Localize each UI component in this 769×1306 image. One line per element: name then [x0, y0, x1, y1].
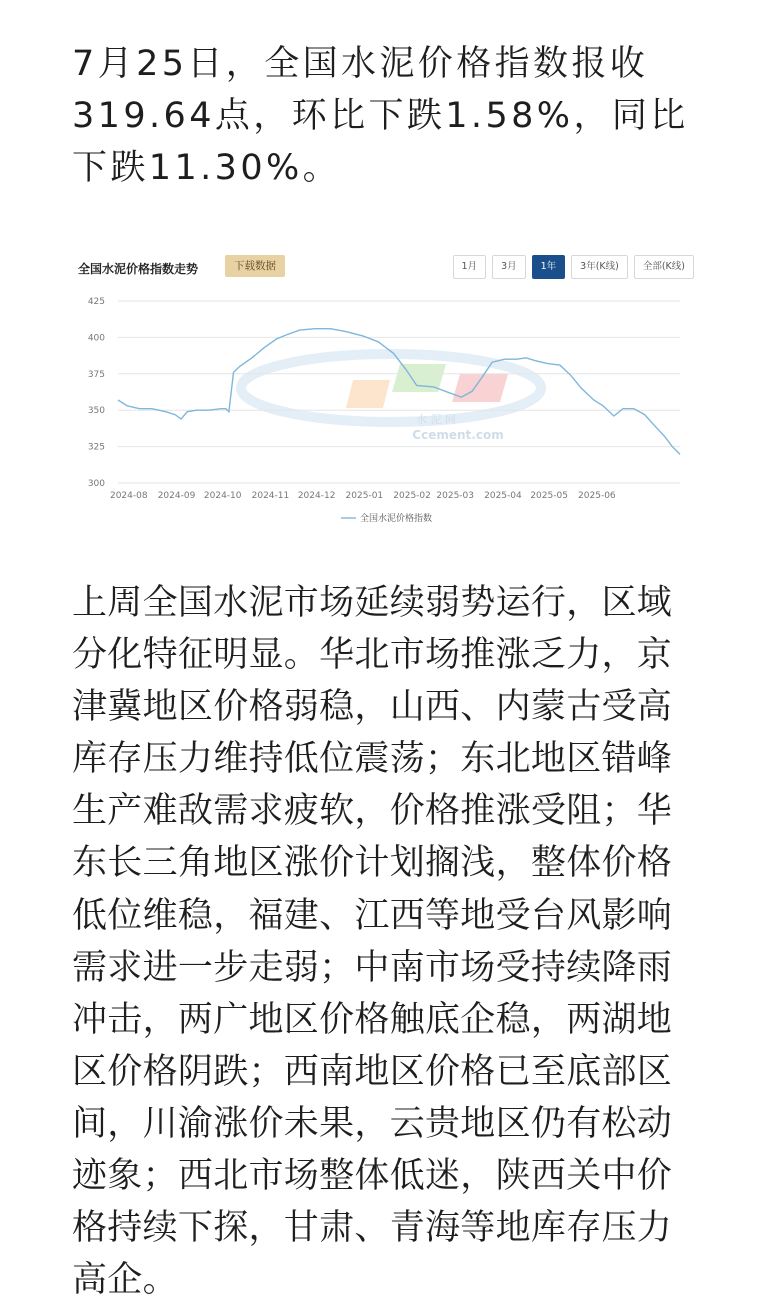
y-tick-label: 375	[87, 369, 105, 380]
x-tick-label: 2024-12	[297, 491, 336, 501]
market-analysis-paragraph: 上周全国水泥市场延续弱势运行，区域分化特征明显。华北市场推涨乏力，京津冀地区价格弱稳，山西、内蒙古受高库存压力维持低位震荡；东北地区错峰生产难敌需求疲软，价格推涨受阻；华东长三角地区涨价计划搁浅，整体价格低位维稳，福建、江西等地受台风影响需求进一步走弱；中南市场受持续降雨冲击，两广地区价格触底企稳，两湖地区价格阴跌；西南地区价格已至底部区间，川渝涨价未果，云贵地区仍有松动迹象；西北市场整体低迷，陕西关中价格持续下探，甘肃、青海等地库存压力高企。	[72, 583, 673, 1301]
line-chart	[68, 240, 700, 540]
x-tick-label: 2025-04	[484, 491, 522, 501]
watermark-en-text: Ccement.com	[412, 428, 504, 442]
range-1y-button[interactable]: 1年	[532, 255, 566, 279]
watermark-red-block	[452, 374, 508, 402]
y-tick-label: 300	[87, 479, 105, 489]
x-tick-label: 2025-02	[393, 491, 431, 501]
x-tick-label: 2025-05	[530, 491, 568, 501]
range-1m-button[interactable]: 1月	[453, 255, 487, 279]
x-tick-label: 2024-11	[251, 491, 290, 501]
x-tick-label: 2024-08	[109, 491, 148, 501]
y-tick-label: 350	[87, 406, 105, 417]
watermark	[241, 354, 541, 442]
x-tick-label: 2025-06	[578, 491, 616, 501]
summary-paragraph: 7月25日，全国水泥价格指数报收319.64点，环比下跌1.58%，同比下跌11.30%。	[72, 44, 689, 188]
x-tick-label: 2025-01	[345, 491, 384, 501]
x-tick-label: 2025-03	[436, 491, 475, 501]
legend-label: 全国水泥价格指数	[360, 514, 433, 524]
download-data-button[interactable]: 下载数据	[225, 255, 285, 277]
y-tick-label: 325	[87, 442, 105, 453]
watermark-cn-text: 水 泥 网	[416, 413, 456, 426]
range-3y-kline-button[interactable]: 3年(K线)	[571, 255, 628, 279]
legend	[341, 512, 432, 524]
price-index-chart-card	[68, 240, 700, 540]
range-3m-button[interactable]: 3月	[492, 255, 526, 279]
y-tick-label: 400	[87, 333, 105, 344]
x-tick-label: 2024-10	[203, 491, 242, 501]
x-tick-label: 2024-09	[157, 491, 196, 501]
range-all-kline-button[interactable]: 全部(K线)	[634, 255, 694, 279]
y-tick-label: 425	[87, 297, 105, 307]
chart-title: 全国水泥价格指数走势	[78, 262, 199, 276]
watermark-orange-block	[346, 380, 390, 408]
